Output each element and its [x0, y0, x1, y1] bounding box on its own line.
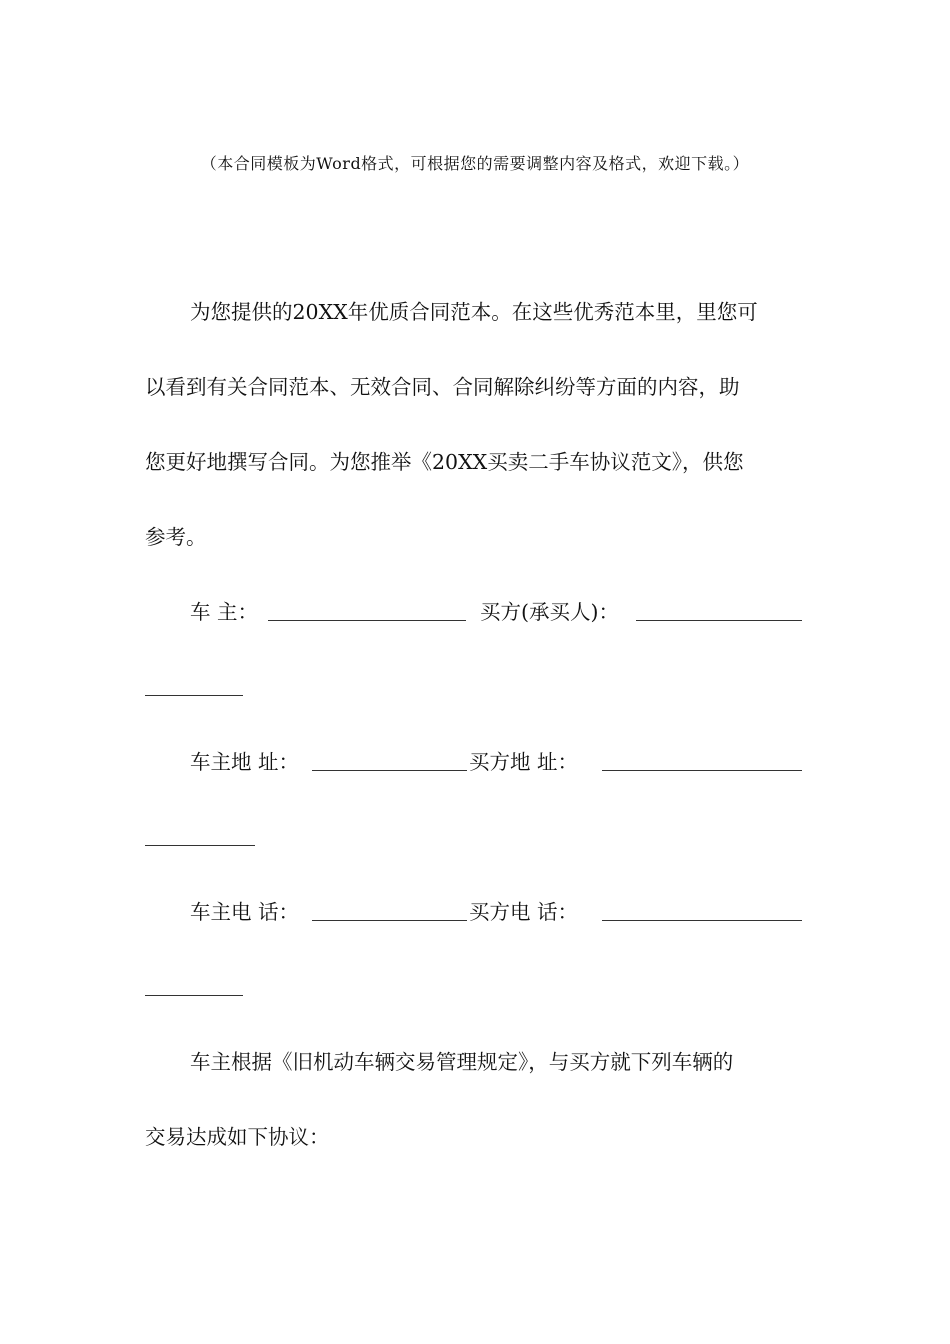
template-note: （本合同模板为Word格式，可根据您的需要调整内容及格式，欢迎下载。）	[200, 154, 750, 173]
owner-phone-blank[interactable]	[312, 920, 467, 921]
owner-label: 车 主：	[190, 600, 259, 624]
owner-phone-label: 车主电 话：	[190, 900, 300, 924]
intro-line-2: 以看到有关合同范本、无效合同、合同解除纠纷等方面的内容，助	[145, 375, 740, 399]
buyer-address-blank-cont[interactable]	[145, 845, 255, 846]
intro-line-3: 您更好地撰写合同。为您推举《20XX买卖二手车协议范文》，供您	[145, 450, 744, 474]
intro-line-4: 参考。	[145, 525, 207, 549]
buyer-label: 买方(承买人)：	[480, 600, 619, 624]
owner-address-label: 车主地 址：	[190, 750, 300, 774]
owner-row	[190, 598, 258, 626]
buyer-name-blank-cont[interactable]	[145, 695, 243, 696]
buyer-phone-label: 买方电 话：	[469, 900, 579, 924]
buyer-phone-blank[interactable]	[602, 920, 802, 921]
buyer-address-label: 买方地 址：	[469, 750, 579, 774]
buyer-phone-blank-cont[interactable]	[145, 995, 243, 996]
buyer-address-blank[interactable]	[602, 770, 802, 771]
owner-name-blank[interactable]	[268, 620, 466, 621]
intro-line-1: 为您提供的20XX年优质合同范本。在这些优秀范本里，里您可	[190, 300, 758, 324]
clause-line-2: 交易达成如下协议：	[145, 1125, 330, 1149]
buyer-name-blank[interactable]	[636, 620, 802, 621]
owner-address-blank[interactable]	[312, 770, 467, 771]
clause-line-1: 车主根据《旧机动车辆交易管理规定》，与买方就下列车辆的	[190, 1050, 734, 1074]
